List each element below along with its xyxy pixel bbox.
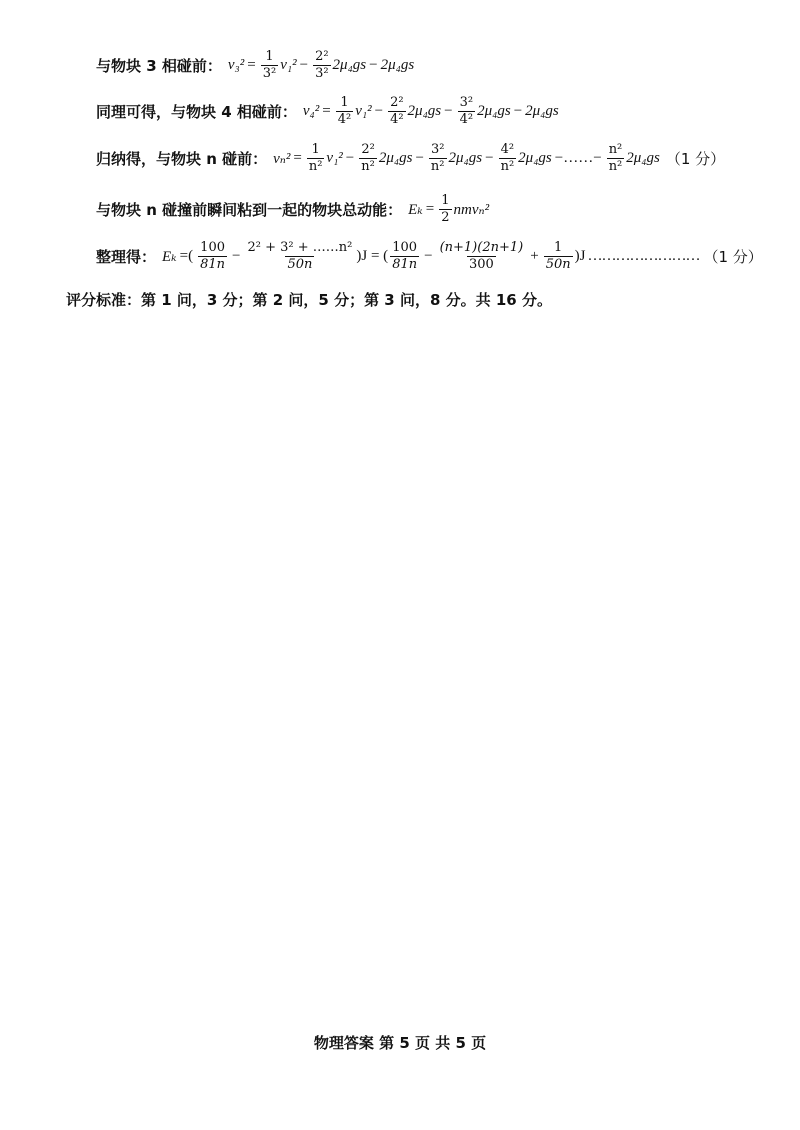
- line-label: 与物块 3 相碰前：: [96, 57, 222, 76]
- fraction: $\frac{\text{2²}}{\text{4²}}$: [390, 95, 404, 128]
- math-op: −: [374, 103, 384, 120]
- scoring-text: 评分标准：第 1 问，3 分；第 2 问，5 分；第 3 问，8 分。共 16 分。: [66, 291, 552, 309]
- line-collision-n: [96, 143, 731, 175]
- page-footer: 物理答案 第 5 页 共 5 页: [313, 1034, 487, 1052]
- math-eq: =: [293, 150, 302, 167]
- line-label: 同理可得，与物块 4 相碰前：: [96, 103, 297, 122]
- math-eq: =: [322, 103, 331, 120]
- math-term: v₁²: [280, 57, 297, 74]
- math-op: −: [369, 57, 378, 74]
- fraction: $\frac{100}{81n}$: [200, 240, 226, 273]
- score-note: （1 分）: [703, 248, 763, 267]
- math-term: 2μ₄gs: [525, 103, 559, 120]
- math-term: 2μ₄gs: [448, 150, 483, 167]
- math-term: 2μ₄gs: [518, 150, 552, 167]
- math-op: −: [444, 103, 453, 120]
- math-op: −: [424, 248, 433, 265]
- line-label: 与物块 n 碰撞前瞬间粘到一起的物块总动能：: [96, 201, 403, 220]
- math-term: 2μ₄gs: [332, 57, 367, 74]
- score-note: （1 分）: [665, 150, 726, 169]
- math-eq: =: [247, 57, 256, 74]
- fraction: $\frac{\text{2²}}{\text{n²}}$: [361, 142, 375, 175]
- fraction: $\frac{100}{81n}$: [392, 240, 418, 273]
- math-op: −: [299, 57, 309, 74]
- fraction: $\frac{1}{2}$: [441, 193, 450, 226]
- fraction: $\frac{1}{\text{4²}}$: [337, 95, 352, 128]
- math-op: +: [530, 248, 539, 265]
- math-term: nmvₙ²: [453, 202, 490, 219]
- line-collision-4: [96, 96, 559, 128]
- math-lhs: Eₖ: [162, 249, 177, 266]
- math-op: −: [485, 150, 494, 167]
- fraction: $\frac{(n+1)(2n+1)}{300}$: [439, 240, 524, 273]
- math-term: 2μ₄gs: [626, 150, 660, 167]
- math-term: 2μ₄gs: [477, 103, 511, 120]
- math-term: v₁²: [355, 103, 372, 120]
- leader-dots: ……………………: [587, 248, 700, 265]
- scoring-standard: [66, 289, 558, 310]
- math-lhs: vₙ²: [273, 151, 291, 168]
- math-term: 2μ₄gs: [407, 103, 442, 120]
- fraction: $\frac{\text{4²}}{\text{n²}}$: [500, 142, 515, 175]
- math-op: −: [232, 248, 241, 265]
- math-term: 2μ₄gs: [380, 57, 415, 74]
- line-collision-3: [96, 50, 414, 82]
- fraction: $\frac{1}{\text{3²}}$: [262, 49, 277, 82]
- math-op: −: [415, 150, 424, 167]
- line-total-kinetic-energy: [96, 194, 489, 226]
- math-op: −: [513, 103, 523, 120]
- math-term: 2μ₄gs: [378, 150, 413, 167]
- fraction: $\frac{1}{50n}$: [545, 240, 571, 273]
- math-eq: =: [425, 201, 435, 218]
- fraction: $\frac{\text{2²}}{\text{3²}}$: [315, 49, 329, 82]
- fraction: $\frac{\text{n²}}{\text{n²}}$: [608, 142, 623, 175]
- line-label: 归纳得，与物块 n 碰前：: [96, 150, 268, 169]
- fraction: $\frac{\text{3²}}{\text{n²}}$: [430, 142, 445, 175]
- math-lhs: v₃²: [227, 57, 245, 74]
- math-op: −……−: [554, 150, 602, 167]
- math-lhs: Eₖ: [408, 202, 423, 219]
- math-term: )J: [574, 248, 586, 265]
- line-simplified: [96, 241, 769, 273]
- fraction: $\frac{\text{3²}}{\text{4²}}$: [459, 95, 474, 128]
- math-term: )J = (: [356, 248, 389, 265]
- fraction: $\frac{\text{2² + 3² + ……n²}}{50n}$: [247, 240, 353, 273]
- line-label: 整理得：: [96, 248, 157, 267]
- math-eq: =(: [179, 248, 194, 265]
- math-lhs: v₄²: [302, 103, 320, 120]
- math-term: v₁²: [326, 150, 343, 167]
- fraction: $\frac{1}{\text{n²}}$: [308, 142, 323, 175]
- math-op: −: [345, 150, 355, 167]
